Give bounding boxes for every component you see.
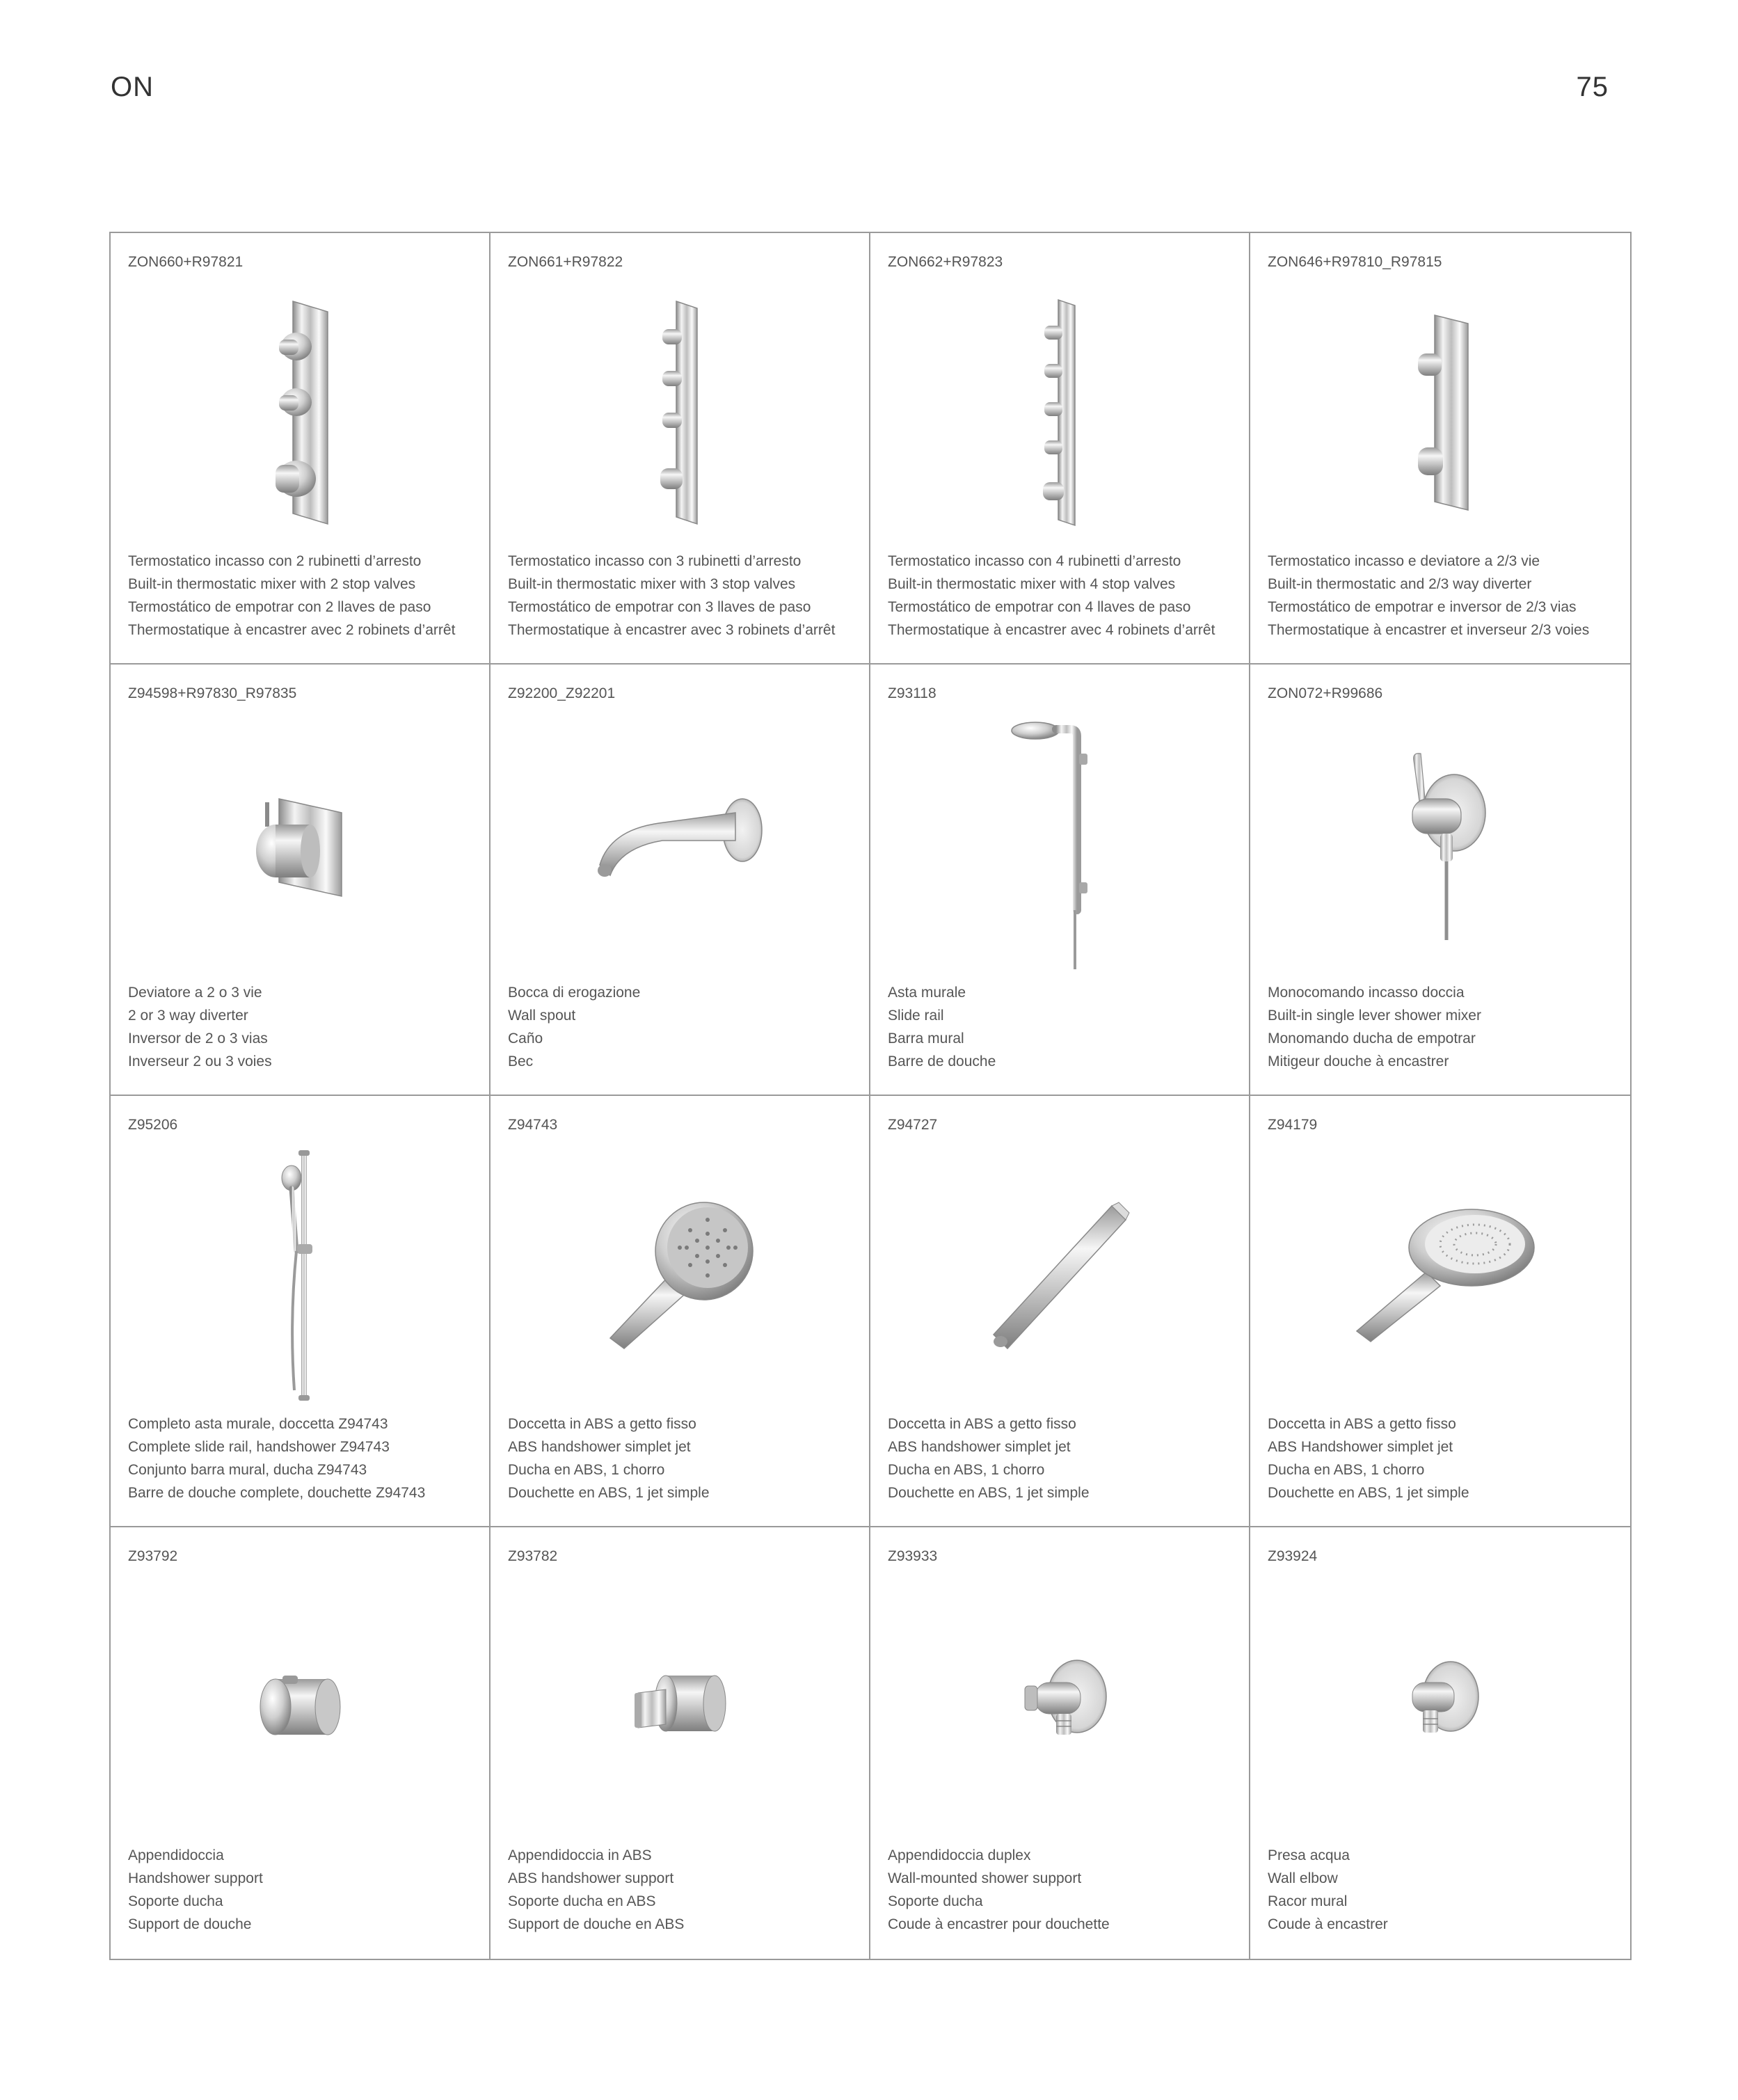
product-code: Z94179 [1268, 1117, 1318, 1133]
desc-line-fr: Thermostatique à encastrer avec 3 robinets d’arrêt [508, 622, 836, 638]
product-code: Z94598+R97830_R97835 [128, 685, 297, 701]
product-code: Z95206 [128, 1117, 178, 1133]
product-description [888, 550, 1242, 642]
desc-line-es: Termostático de empotrar con 3 llaves de paso [508, 599, 811, 615]
product-description [128, 1844, 482, 1936]
desc-line-it: Deviatore a 2 o 3 vie [128, 985, 262, 1001]
product-code: ZON662+R97823 [888, 254, 1003, 270]
desc-line-fr: Douchette en ABS, 1 jet simple [508, 1485, 710, 1501]
product-cell [491, 233, 870, 665]
product-cell [111, 233, 491, 665]
desc-line-en: Wall spout [508, 1008, 576, 1024]
product-cell [1250, 665, 1630, 1096]
desc-line-it: Presa acqua [1268, 1847, 1350, 1863]
desc-line-en: Slide rail [888, 1008, 944, 1024]
desc-line-fr: Barre de douche complete, douchette Z94743 [128, 1485, 426, 1501]
product-description [1268, 1413, 1623, 1504]
desc-line-en: Built-in thermostatic mixer with 2 stop valves [128, 576, 416, 592]
product-description [1268, 1844, 1623, 1936]
product-cell [491, 1527, 870, 1959]
product-cell [1250, 233, 1630, 665]
desc-line-it: Completo asta murale, doccetta Z94743 [128, 1416, 388, 1432]
desc-line-es: Ducha en ABS, 1 chorro [888, 1462, 1045, 1478]
product-code: Z93782 [508, 1548, 558, 1564]
product-code: ZON646+R97810_R97815 [1268, 254, 1442, 270]
desc-line-fr: Coude à encastrer [1268, 1916, 1388, 1932]
desc-line-fr: Support de douche en ABS [508, 1916, 685, 1932]
stick-handshower-icon [870, 1152, 1249, 1399]
desc-line-it: Appendidoccia duplex [888, 1847, 1031, 1863]
product-code: Z92200_Z92201 [508, 685, 616, 701]
desc-line-es: Termostático de empotrar con 2 llaves de paso [128, 599, 431, 615]
abs-handshower-support-icon [491, 1583, 869, 1830]
product-description [128, 550, 482, 642]
product-cell [111, 665, 491, 1096]
product-description [128, 981, 482, 1073]
desc-line-en: Built-in thermostatic mixer with 4 stop valves [888, 576, 1176, 592]
desc-line-es: Inversor de 2 o 3 vias [128, 1031, 268, 1047]
desc-line-it: Asta murale [888, 985, 966, 1001]
diverter-icon [111, 720, 489, 967]
product-code: ZON661+R97822 [508, 254, 623, 270]
product-code: ZON660+R97821 [128, 254, 244, 270]
product-cell [870, 1527, 1250, 1959]
desc-line-it: Doccetta in ABS a getto fisso [1268, 1416, 1456, 1432]
desc-line-it: Bocca di erogazione [508, 985, 641, 1001]
desc-line-it: Appendidoccia in ABS [508, 1847, 652, 1863]
product-description [888, 1413, 1242, 1504]
complete-slide-rail-icon [111, 1152, 489, 1399]
product-cell [870, 233, 1250, 665]
product-description [508, 550, 862, 642]
product-cell [491, 1096, 870, 1527]
desc-line-en: ABS handshower simplet jet [888, 1439, 1071, 1455]
desc-line-es: Termostático de empotrar con 4 llaves de paso [888, 599, 1191, 615]
desc-line-it: Termostatico incasso con 3 rubinetti d’arresto [508, 553, 802, 569]
desc-line-en: Wall elbow [1268, 1870, 1338, 1886]
desc-line-en: ABS handshower simplet jet [508, 1439, 691, 1455]
product-description [508, 1844, 862, 1936]
product-code: Z94727 [888, 1117, 938, 1133]
desc-line-en: Handshower support [128, 1870, 263, 1886]
desc-line-es: Soporte ducha [888, 1893, 983, 1909]
product-description [508, 1413, 862, 1504]
desc-line-es: Ducha en ABS, 1 chorro [1268, 1462, 1425, 1478]
large-handshower-icon [1250, 1152, 1630, 1399]
product-cell [870, 665, 1250, 1096]
desc-line-fr: Thermostatique à encastrer avec 4 robinets d’arrêt [888, 622, 1215, 638]
product-description [888, 981, 1242, 1073]
desc-line-it: Termostatico incasso con 2 rubinetti d’arresto [128, 553, 422, 569]
product-description [888, 1844, 1242, 1936]
desc-line-es: Caño [508, 1031, 543, 1047]
product-cell [1250, 1527, 1630, 1959]
desc-line-en: Built-in thermostatic mixer with 3 stop valves [508, 576, 796, 592]
desc-line-es: Conjunto barra mural, ducha Z94743 [128, 1462, 367, 1478]
desc-line-it: Monocomando incasso doccia [1268, 985, 1465, 1001]
desc-line-en: Built-in thermostatic and 2/3 way diverter [1268, 576, 1532, 592]
handshower-support-icon [111, 1583, 489, 1830]
section-title: ON [111, 72, 154, 102]
desc-line-fr: Inverseur 2 ou 3 voies [128, 1053, 272, 1069]
thermostatic-diverter-panel-icon [1250, 289, 1630, 536]
wall-spout-icon [491, 720, 869, 967]
desc-line-fr: Bec [508, 1053, 534, 1069]
desc-line-en: Built-in single lever shower mixer [1268, 1008, 1481, 1024]
product-code: ZON072+R99686 [1268, 685, 1383, 701]
product-cell [1250, 1096, 1630, 1527]
desc-line-fr: Thermostatique à encastrer et inverseur 2/3 voies [1268, 622, 1590, 638]
product-description [508, 981, 862, 1073]
thermostatic-panel-3-valves-icon [491, 289, 869, 536]
desc-line-it: Doccetta in ABS a getto fisso [508, 1416, 696, 1432]
desc-line-en: ABS Handshower simplet jet [1268, 1439, 1453, 1455]
product-cell [111, 1096, 491, 1527]
desc-line-fr: Coude à encastrer pour douchette [888, 1916, 1110, 1932]
product-description [1268, 550, 1623, 642]
desc-line-es: Termostático de empotrar e inversor de 2/3 vias [1268, 599, 1577, 615]
product-cell [491, 665, 870, 1096]
product-grid [109, 232, 1632, 1960]
desc-line-es: Barra mural [888, 1031, 964, 1047]
desc-line-es: Soporte ducha en ABS [508, 1893, 656, 1909]
duplex-shower-support-icon [870, 1583, 1249, 1830]
product-cell [111, 1527, 491, 1959]
product-code: Z93118 [888, 685, 936, 701]
desc-line-it: Appendidoccia [128, 1847, 224, 1863]
desc-line-fr: Douchette en ABS, 1 jet simple [888, 1485, 1090, 1501]
thermostatic-panel-4-valves-icon [870, 289, 1249, 536]
product-description [128, 1413, 482, 1504]
product-cell [870, 1096, 1250, 1527]
thermostatic-panel-2-valves-icon [111, 289, 489, 536]
product-description [1268, 981, 1623, 1073]
wall-elbow-icon [1250, 1583, 1630, 1830]
desc-line-es: Racor mural [1268, 1893, 1348, 1909]
desc-line-fr: Thermostatique à encastrer avec 2 robinets d’arrêt [128, 622, 456, 638]
single-lever-shower-mixer-icon [1250, 720, 1630, 967]
desc-line-en: Complete slide rail, handshower Z94743 [128, 1439, 390, 1455]
round-handshower-icon [491, 1152, 869, 1399]
desc-line-es: Soporte ducha [128, 1893, 223, 1909]
desc-line-it: Termostatico incasso con 4 rubinetti d’arresto [888, 553, 1181, 569]
product-code: Z93933 [888, 1548, 938, 1564]
product-code: Z93792 [128, 1548, 178, 1564]
product-code: Z93924 [1268, 1548, 1318, 1564]
desc-line-es: Ducha en ABS, 1 chorro [508, 1462, 665, 1478]
desc-line-fr: Douchette en ABS, 1 jet simple [1268, 1485, 1469, 1501]
product-code: Z94743 [508, 1117, 558, 1133]
desc-line-it: Doccetta in ABS a getto fisso [888, 1416, 1076, 1432]
desc-line-en: Wall-mounted shower support [888, 1870, 1082, 1886]
desc-line-it: Termostatico incasso e deviatore a 2/3 vie [1268, 553, 1540, 569]
desc-line-es: Monomando ducha de empotrar [1268, 1031, 1476, 1047]
desc-line-fr: Support de douche [128, 1916, 252, 1932]
desc-line-fr: Barre de douche [888, 1053, 996, 1069]
slide-rail-icon [870, 720, 1249, 967]
desc-line-en: 2 or 3 way diverter [128, 1008, 248, 1024]
desc-line-fr: Mitigeur douche à encastrer [1268, 1053, 1449, 1069]
page-number: 75 [1576, 72, 1609, 102]
desc-line-en: ABS handshower support [508, 1870, 674, 1886]
